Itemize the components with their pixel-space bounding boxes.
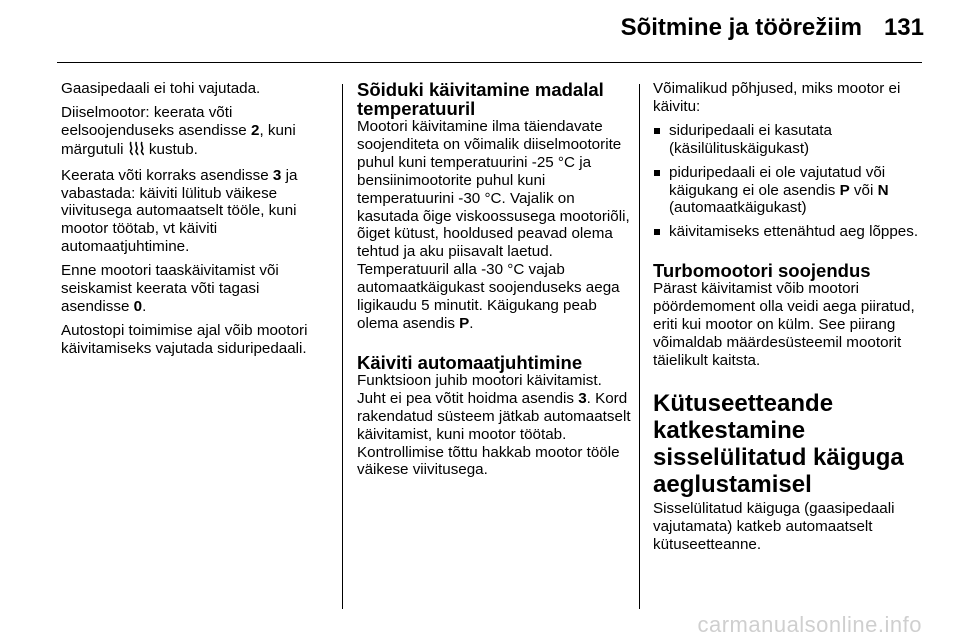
paragraph: Mootori käivitamine ilma täiendavate soojenditeta on võimalik diiselmootorite puhul kuni temperatuurini -25 °C ja bensiinimootorite puhul kuni temperatuurini -30 °C. Vajalik on kasutada õige viskoossusega mootoriõli, õiget kütust, hooldused peavad olema tehtud ja aku piisavalt laetud. Temperatuuril alla -30 °C vajab automaatkäigukast soojenduseks aega ligikaudu 5 minutit. Käigukang peab olema asendis P.	[357, 118, 630, 332]
bullet-square-icon	[654, 229, 660, 235]
column-2	[357, 80, 632, 485]
paragraph: Keerata võti korraks asendisse 3 ja vabastada: käiviti lülitub väikese viivitusega automaatselt tööle, kuni mootor töötab, vt käiviti automaatjuhtimine.	[61, 166, 298, 256]
header-title: Sõitmine ja töörežiim	[620, 14, 862, 41]
paragraph: Gaasipedaali ei tohi vajutada.	[61, 80, 261, 97]
bullet-square-icon	[654, 128, 660, 134]
section-heading: Turbomootori soojendus	[653, 260, 871, 282]
paragraph: Pärast käivitamist võib mootori pöördemoment olla veidi aega piiratud, eriti kui mootor on külm. See piirang võimaldab määrdesüsteemil mootorit täielikult kaitsta.	[653, 280, 915, 369]
column-divider	[342, 84, 343, 609]
paragraph: Diiselmootor: keerata võti eelsoojenduseks asendisse 2, kuni märgutuli kustub.	[61, 104, 331, 161]
paragraph: Autostopi toimimise ajal võib mootori käivitamiseks vajutada siduripedaali.	[61, 321, 308, 357]
column-1	[61, 80, 331, 364]
paragraph: Sisselülitatud käiguga (gaasipedaali vajutamata) katkeb automaatselt kütuseetteanne.	[653, 499, 895, 553]
list-item: käivitamiseks ettenähtud aeg lõppes.	[653, 223, 925, 241]
paragraph: Enne mootori taaskäivitamist või seiskamist keerata võti tagasi asendisse 0.	[61, 262, 279, 315]
column-divider	[639, 84, 640, 609]
cause-list	[653, 122, 925, 241]
chapter-heading: Kütuseetteande katkestamine sisselülitatud käiguga aeglustamisel	[653, 389, 904, 498]
list-item: siduripedaali ei kasutata (käsilülituskäigukast)	[653, 122, 925, 158]
glow-plug-icon	[128, 140, 145, 161]
section-heading: Käiviti automaatjuhtimine	[357, 351, 583, 373]
page-header	[621, 14, 924, 42]
section-heading: Sõiduki käivitamine madalal temperatuuril	[357, 79, 604, 119]
list-item: piduripedaali ei ole vajutatud või käigukang ei ole asendis P või N (automaatkäigukast)	[653, 164, 925, 218]
watermark: carmanualsonline.info	[697, 612, 922, 637]
header-rule	[57, 62, 922, 63]
column-3	[653, 80, 925, 560]
paragraph: Võimalikud põhjused, miks mootor ei käivitu:	[653, 80, 901, 115]
paragraph: Funktsioon juhib mootori käivitamist. Juht ei pea võtit hoidma asendis 3. Kord rakendatud süsteem jätkab automaatselt käivitamist, kuni mootor töötab. Kontrollimise tõttu hakkab mootor tööle väikese viivitusega.	[357, 371, 631, 479]
page-number: 131	[883, 14, 924, 41]
bullet-square-icon	[654, 170, 660, 176]
